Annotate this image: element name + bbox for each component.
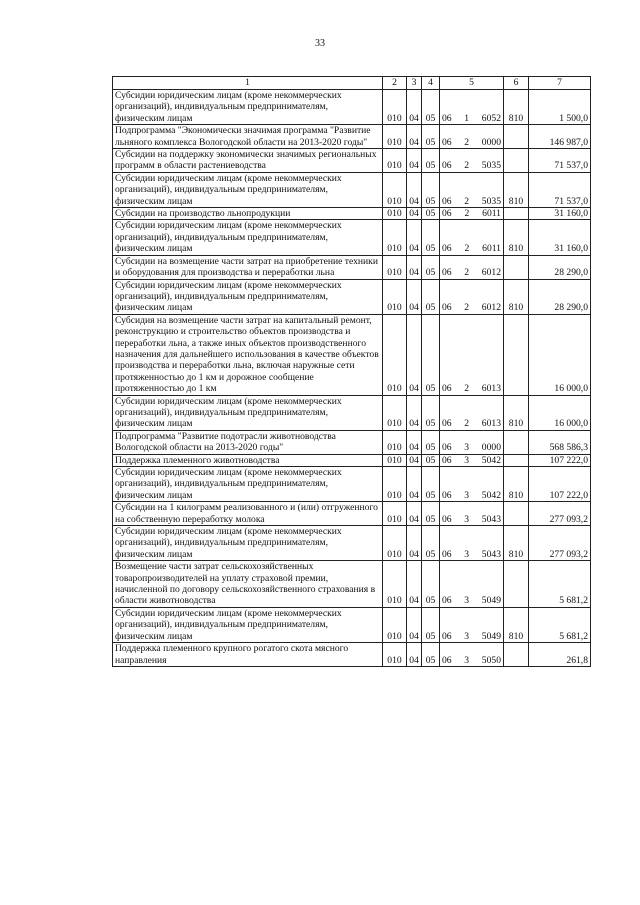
row-code-5-part-c: 6052: [481, 112, 501, 124]
row-amount: 5 681,2: [529, 561, 591, 608]
row-amount: 277 093,2: [529, 526, 591, 561]
row-code-5-part-b: 2: [464, 160, 470, 172]
row-code-5-part-b: 3: [464, 595, 470, 607]
row-code-4: 05: [422, 220, 440, 255]
row-code-5: [440, 314, 504, 395]
table-row: [113, 149, 591, 173]
row-code-3: 04: [407, 90, 422, 125]
row-code-4: 05: [422, 90, 440, 125]
row-code-5: [440, 467, 504, 502]
row-code-5-part-a: 06: [442, 243, 452, 255]
row-code-5: [440, 395, 504, 430]
row-code-2: 010: [383, 430, 407, 454]
row-code-3: 04: [407, 467, 422, 502]
row-code-2: 010: [383, 149, 407, 173]
row-code-5-part-a: 06: [442, 513, 452, 525]
row-amount: 28 290,0: [529, 279, 591, 314]
row-code-5-part-a: 06: [442, 112, 452, 124]
row-amount: 107 222,0: [529, 454, 591, 466]
row-code-6: 810: [504, 90, 529, 125]
table-row: [113, 125, 591, 149]
row-code-5-part-a: 06: [442, 654, 452, 666]
row-code-5-part-b: 2: [464, 302, 470, 314]
row-amount: 146 987,0: [529, 125, 591, 149]
row-code-5-part-a: 06: [442, 160, 452, 172]
table-row: [113, 561, 591, 608]
row-code-2: 010: [383, 279, 407, 314]
table-row: [113, 220, 591, 255]
row-code-2: 010: [383, 125, 407, 149]
row-description: Субсидии юридическим лицам (кроме некоммерческих организаций), индивидуальным предпринимателям, физическим лицам: [113, 607, 383, 642]
row-code-2: 010: [383, 561, 407, 608]
row-code-5-part-a: 06: [442, 630, 452, 642]
row-code-2: 010: [383, 502, 407, 526]
row-code-5-part-a: 06: [442, 442, 452, 454]
row-amount: 107 222,0: [529, 467, 591, 502]
header-col-6: 6: [504, 77, 529, 90]
row-code-6: [504, 255, 529, 279]
row-code-5-part-b: 3: [464, 654, 470, 666]
row-code-5-part-b: 2: [464, 208, 470, 220]
row-code-5-part-b: 2: [464, 383, 470, 395]
row-code-3: 04: [407, 561, 422, 608]
row-code-5: [440, 526, 504, 561]
row-code-5: [440, 125, 504, 149]
row-code-5-part-c: 6012: [481, 267, 501, 279]
header-col-2: 2: [383, 77, 407, 90]
row-code-5-part-b: 2: [464, 136, 470, 148]
row-code-4: 05: [422, 561, 440, 608]
row-code-5-part-c: 6013: [481, 383, 501, 395]
row-code-2: 010: [383, 395, 407, 430]
row-code-5: [440, 149, 504, 173]
row-code-5-part-b: 3: [464, 548, 470, 560]
row-code-5: [440, 502, 504, 526]
row-code-2: 010: [383, 220, 407, 255]
row-amount: 5 681,2: [529, 607, 591, 642]
row-code-4: 05: [422, 279, 440, 314]
row-code-6: 810: [504, 526, 529, 561]
row-code-5-part-a: 06: [442, 267, 452, 279]
row-code-6: 810: [504, 172, 529, 207]
row-code-5-part-a: 06: [442, 383, 452, 395]
page-number: 33: [315, 38, 325, 49]
row-amount: 71 537,0: [529, 172, 591, 207]
row-description: Субсидии юридическим лицам (кроме некоммерческих организаций), индивидуальным предпринимателям, физическим лицам: [113, 279, 383, 314]
row-code-4: 05: [422, 149, 440, 173]
row-code-5-part-a: 06: [442, 548, 452, 560]
row-code-5-part-b: 2: [464, 195, 470, 207]
row-amount: 568 586,3: [529, 430, 591, 454]
row-code-3: 04: [407, 220, 422, 255]
row-code-5: [440, 279, 504, 314]
row-code-3: 04: [407, 430, 422, 454]
row-description: Подпрограмма "Развитие подотрасли животноводства Вологодской области на 2013-2020 годы": [113, 430, 383, 454]
row-code-5-part-c: 5050: [481, 654, 501, 666]
row-code-5-part-b: 3: [464, 442, 470, 454]
row-code-5-part-c: 6011: [482, 243, 501, 255]
row-code-2: 010: [383, 454, 407, 466]
row-description: Субсидии юридическим лицам (кроме некоммерческих организаций), индивидуальным предпринимателям, физическим лицам: [113, 395, 383, 430]
row-code-6: 810: [504, 220, 529, 255]
row-code-5-part-a: 06: [442, 208, 452, 220]
row-code-5-part-b: 2: [464, 418, 470, 430]
row-code-5: [440, 172, 504, 207]
row-code-5-part-c: 5049: [481, 630, 501, 642]
row-description: Субсидии на поддержку экономически значимых региональных программ в области растениеводства: [113, 149, 383, 173]
row-amount: 16 000,0: [529, 395, 591, 430]
row-amount: 28 290,0: [529, 255, 591, 279]
row-code-5-part-b: 3: [464, 630, 470, 642]
row-code-5-part-c: 5043: [481, 548, 501, 560]
row-code-5-part-b: 2: [464, 267, 470, 279]
row-code-2: 010: [383, 172, 407, 207]
header-col-1: 1: [113, 77, 383, 90]
row-amount: 31 160,0: [529, 208, 591, 220]
row-code-4: 05: [422, 643, 440, 667]
table-row: [113, 454, 591, 466]
row-code-5: [440, 454, 504, 466]
row-code-5-part-c: 5035: [481, 195, 501, 207]
row-code-6: [504, 502, 529, 526]
table-row: [113, 314, 591, 395]
row-code-2: 010: [383, 643, 407, 667]
row-amount: 261,8: [529, 643, 591, 667]
row-code-4: 05: [422, 314, 440, 395]
row-code-3: 04: [407, 279, 422, 314]
row-code-4: 05: [422, 526, 440, 561]
table-row: [113, 467, 591, 502]
row-description: Субсидия на возмещение части затрат на капитальный ремонт, реконструкцию и строительство объектов производства и переработки льна, а также иных объектов производственного назначения для дальнейшего использования в качестве объектов производства и переработки льна, включая наружные сети протяженностью до 1 км и дорожное сообщение протяженностью до 1 км: [113, 314, 383, 395]
row-code-3: 04: [407, 526, 422, 561]
row-code-4: 05: [422, 125, 440, 149]
row-code-6: 810: [504, 395, 529, 430]
row-code-6: [504, 430, 529, 454]
row-description: Субсидии на возмещение части затрат на приобретение техники и оборудования для производства и переработки льна: [113, 255, 383, 279]
row-code-3: 04: [407, 314, 422, 395]
row-description: Возмещение части затрат сельскохозяйственных товаропроизводителей на уплату страховой премии, начисленной по договору сельскохозяйственного страхования в области животноводства: [113, 561, 383, 608]
row-code-2: 010: [383, 255, 407, 279]
header-col-4: 4: [422, 77, 440, 90]
row-description: Субсидии юридическим лицам (кроме некоммерческих организаций), индивидуальным предпринимателям, физическим лицам: [113, 90, 383, 125]
row-amount: 1 500,0: [529, 90, 591, 125]
row-amount: 16 000,0: [529, 314, 591, 395]
row-code-5: [440, 430, 504, 454]
row-code-5: [440, 255, 504, 279]
row-code-6: [504, 454, 529, 466]
header-col-3: 3: [407, 77, 422, 90]
row-code-5-part-c: 5042: [481, 489, 501, 501]
row-code-3: 04: [407, 454, 422, 466]
row-code-5-part-c: 0000: [481, 442, 501, 454]
row-code-5-part-a: 06: [442, 489, 452, 501]
row-code-5: [440, 208, 504, 220]
row-description: Субсидии юридическим лицам (кроме некоммерческих организаций), индивидуальным предпринимателям, физическим лицам: [113, 220, 383, 255]
row-code-6: [504, 561, 529, 608]
table-row: [113, 172, 591, 207]
table-row: [113, 502, 591, 526]
row-code-5: [440, 643, 504, 667]
row-code-5: [440, 607, 504, 642]
header-col-7: 7: [529, 77, 591, 90]
row-code-3: 04: [407, 255, 422, 279]
row-code-4: 05: [422, 430, 440, 454]
row-code-5-part-c: 5049: [481, 595, 501, 607]
row-description: Субсидии юридическим лицам (кроме некоммерческих организаций), индивидуальным предпринимателям, физическим лицам: [113, 172, 383, 207]
row-description: Поддержка племенного животноводства: [113, 454, 383, 466]
table-row: [113, 279, 591, 314]
row-code-5-part-a: 06: [442, 302, 452, 314]
row-code-5-part-a: 06: [442, 195, 452, 207]
row-code-6: [504, 149, 529, 173]
budget-table: [112, 76, 591, 667]
row-code-5-part-a: 06: [442, 136, 452, 148]
row-code-5-part-c: 6011: [482, 208, 501, 220]
row-code-5-part-b: 1: [464, 112, 470, 124]
table-row: [113, 643, 591, 667]
row-code-4: 05: [422, 607, 440, 642]
row-code-5-part-c: 6013: [481, 418, 501, 430]
table-row: [113, 526, 591, 561]
row-code-5-part-a: 06: [442, 418, 452, 430]
row-code-6: [504, 208, 529, 220]
header-col-5: 5: [440, 77, 504, 90]
row-code-4: 05: [422, 255, 440, 279]
row-code-5-part-c: 5043: [481, 513, 501, 525]
row-code-4: 05: [422, 467, 440, 502]
row-description: Субсидии на 1 килограмм реализованного и (или) отгруженного на собственную переработку молока: [113, 502, 383, 526]
row-code-3: 04: [407, 125, 422, 149]
row-description: Субсидии юридическим лицам (кроме некоммерческих организаций), индивидуальным предпринимателям, физическим лицам: [113, 467, 383, 502]
row-code-5: [440, 90, 504, 125]
row-amount: 31 160,0: [529, 220, 591, 255]
row-code-5-part-b: 3: [464, 454, 470, 466]
row-code-2: 010: [383, 208, 407, 220]
row-code-5-part-c: 0000: [481, 136, 501, 148]
row-code-4: 05: [422, 395, 440, 430]
row-code-5-part-a: 06: [442, 595, 452, 607]
row-code-6: [504, 314, 529, 395]
table-row: [113, 208, 591, 220]
row-code-5-part-c: 5035: [481, 160, 501, 172]
row-code-3: 04: [407, 208, 422, 220]
table-row: [113, 430, 591, 454]
row-description: Поддержка племенного крупного рогатого скота мясного направления: [113, 643, 383, 667]
row-description: Субсидии на производство льнопродукции: [113, 208, 383, 220]
row-description: Подпрограмма "Экономически значимая программа "Развитие льняного комплекса Вологодской области на 2013-2020 годы": [113, 125, 383, 149]
row-code-3: 04: [407, 643, 422, 667]
row-code-6: 810: [504, 607, 529, 642]
row-code-3: 04: [407, 607, 422, 642]
row-code-5: [440, 220, 504, 255]
row-code-6: 810: [504, 467, 529, 502]
row-code-6: 810: [504, 279, 529, 314]
row-code-5-part-b: 3: [464, 513, 470, 525]
table-row: [113, 607, 591, 642]
row-code-6: [504, 643, 529, 667]
row-code-2: 010: [383, 90, 407, 125]
row-code-2: 010: [383, 314, 407, 395]
row-code-3: 04: [407, 502, 422, 526]
row-amount: 277 093,2: [529, 502, 591, 526]
row-amount: 71 537,0: [529, 149, 591, 173]
row-code-2: 010: [383, 526, 407, 561]
row-description: Субсидии юридическим лицам (кроме некоммерческих организаций), индивидуальным предпринимателям, физическим лицам: [113, 526, 383, 561]
row-code-3: 04: [407, 395, 422, 430]
row-code-3: 04: [407, 149, 422, 173]
row-code-5-part-a: 06: [442, 454, 452, 466]
row-code-4: 05: [422, 454, 440, 466]
table-row: [113, 395, 591, 430]
row-code-5-part-b: 2: [464, 243, 470, 255]
table-header-row: [113, 77, 591, 90]
row-code-2: 010: [383, 467, 407, 502]
row-code-5: [440, 561, 504, 608]
row-code-4: 05: [422, 502, 440, 526]
table-row: [113, 255, 591, 279]
row-code-5-part-c: 6012: [481, 302, 501, 314]
row-code-4: 05: [422, 172, 440, 207]
row-code-3: 04: [407, 172, 422, 207]
row-code-2: 010: [383, 607, 407, 642]
row-code-5-part-c: 5042: [481, 454, 501, 466]
row-code-5-part-b: 3: [464, 489, 470, 501]
table-row: [113, 90, 591, 125]
row-code-4: 05: [422, 208, 440, 220]
row-code-6: [504, 125, 529, 149]
